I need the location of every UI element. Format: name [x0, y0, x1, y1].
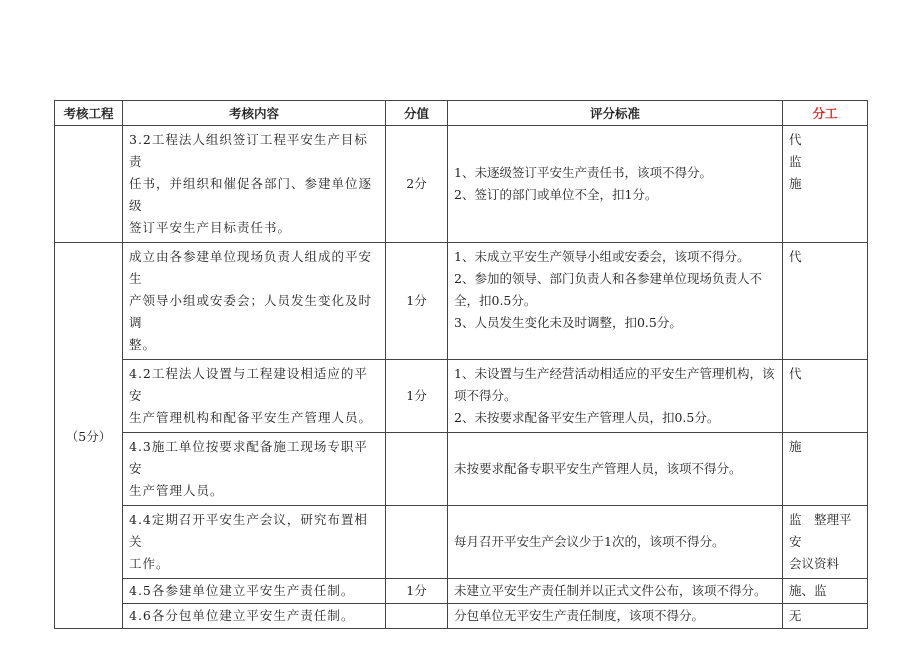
score-value: 1分 — [406, 583, 427, 598]
content-line: 任书，并组织和催促各部门、参建单位逐级 — [129, 176, 373, 213]
division-line: 施 — [789, 176, 802, 191]
criteria-line: 2、参加的领导、部门负责人和各参建单位现场负责人不全，扣0.5分。 — [454, 271, 762, 308]
content-line: 4.3施工单位按要求配备施工现场专职平安 — [129, 439, 368, 476]
content-cell — [123, 360, 386, 433]
content-line: 4.2工程法人设置与工程建设相适应的平安 — [129, 366, 368, 403]
content-line: 成立由各参建单位现场负责人组成的平安生 — [129, 249, 373, 286]
content-cell — [123, 506, 386, 579]
division-cell — [783, 433, 868, 506]
division-line: 代 — [789, 132, 802, 147]
score-cell — [386, 579, 448, 604]
header-criteria: 评分标准 — [448, 101, 783, 126]
score-cell — [386, 506, 448, 579]
content-cell — [123, 604, 386, 629]
criteria-line: 每月召开平安生产会议少于1次的，该项不得分。 — [454, 534, 725, 549]
division-line: 监 — [789, 154, 802, 169]
header-score: 分值 — [386, 101, 448, 126]
project-cell-empty — [55, 126, 123, 243]
criteria-cell — [448, 360, 783, 433]
table-row — [55, 506, 868, 579]
criteria-line: 未建立平安生产责任制并以正式文件公布，该项不得分。 — [454, 583, 767, 598]
criteria-cell — [448, 604, 783, 629]
table-row — [55, 243, 868, 360]
header-project: 考核工程 — [55, 101, 123, 126]
content-cell — [123, 243, 386, 360]
header-content: 考核内容 — [123, 101, 386, 126]
content-line: 产领导小组或安委会；人员发生变化及时调 — [129, 293, 373, 330]
criteria-line: 2、签订的部门或单位不全，扣1分。 — [454, 187, 658, 202]
group-label: （5分） — [55, 243, 123, 629]
content-line: 生产管理机构和配备平安生产管理人员。 — [129, 410, 373, 425]
criteria-cell — [448, 579, 783, 604]
criteria-line: 1、未成立平安生产领导小组或安委会，该项不得分。 — [454, 249, 750, 264]
criteria-cell — [448, 433, 783, 506]
content-line: 整。 — [129, 337, 157, 352]
criteria-cell — [448, 126, 783, 243]
content-line: 工作。 — [129, 556, 170, 571]
score-cell — [386, 360, 448, 433]
criteria-line: 2、未按要求配备平安生产管理人员，扣0.5分。 — [454, 410, 720, 425]
division-cell — [783, 243, 868, 360]
header-row — [55, 101, 868, 126]
table-row — [55, 579, 868, 604]
score-value — [386, 433, 447, 439]
table-row — [55, 126, 868, 243]
criteria-line: 分包单位无平安生产责任制度，该项不得分。 — [454, 608, 705, 623]
content-cell — [123, 433, 386, 506]
content-line: 3.2工程法人组织签订工程平安生产目标责 — [129, 132, 368, 169]
division-cell — [783, 506, 868, 579]
content-line: 签订平安生产目标责任书。 — [129, 220, 292, 235]
division-cell — [783, 126, 868, 243]
assessment-table — [54, 100, 868, 629]
content-line: 4.6各分包单位建立平安生产责任制。 — [129, 608, 355, 623]
content-cell — [123, 579, 386, 604]
content-line: 4.5各参建单位建立平安生产责任制。 — [129, 583, 355, 598]
division-cell — [783, 360, 868, 433]
score-cell — [386, 126, 448, 243]
division-line: 监 整理平安 — [789, 512, 852, 549]
score-value — [386, 604, 447, 606]
score-value: 2分 — [406, 176, 427, 191]
score-cell — [386, 433, 448, 506]
division-line: 施、监 — [789, 583, 827, 598]
table-row — [55, 360, 868, 433]
division-line: 代 — [789, 366, 802, 381]
table-row — [55, 604, 868, 629]
content-line: 生产管理人员。 — [129, 483, 224, 498]
division-cell — [783, 604, 868, 629]
criteria-line: 1、未逐级签订平安生产责任书，该项不得分。 — [454, 165, 712, 180]
division-line: 代 — [789, 249, 802, 264]
content-cell — [123, 126, 386, 243]
criteria-cell — [448, 243, 783, 360]
score-value — [386, 506, 447, 512]
header-division: 分工 — [783, 101, 868, 126]
score-value: 1分 — [406, 388, 427, 403]
division-line: 无 — [789, 608, 802, 623]
criteria-line: 未按要求配备专职平安生产管理人员，该项不得分。 — [454, 461, 742, 476]
criteria-cell — [448, 506, 783, 579]
criteria-line: 1、未设置与生产经营活动相适应的平安生产管理机构，该项不得分。 — [454, 366, 775, 403]
score-cell — [386, 243, 448, 360]
score-value: 1分 — [406, 293, 427, 308]
division-line: 施 — [789, 439, 802, 454]
table-row — [55, 433, 868, 506]
division-cell — [783, 579, 868, 604]
content-line: 4.4定期召开平安生产会议，研究布置相关 — [129, 512, 368, 549]
division-line: 会议资料 — [789, 556, 840, 571]
score-cell — [386, 604, 448, 629]
criteria-line: 3、人员发生变化未及时调整，扣0.5分。 — [454, 315, 682, 330]
